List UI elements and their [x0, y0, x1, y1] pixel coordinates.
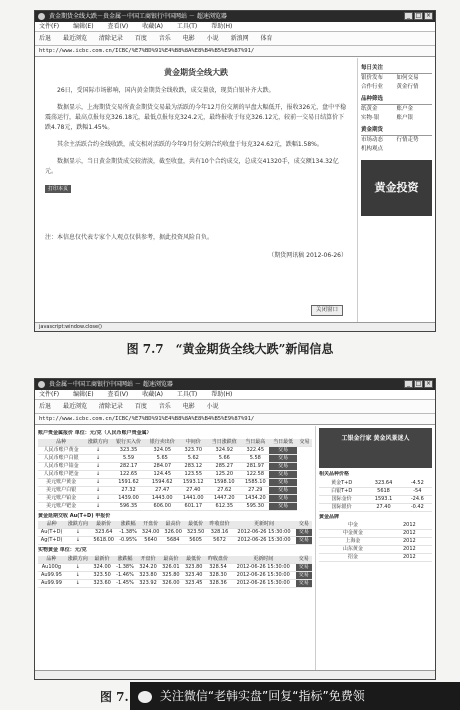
- section-heading-account: 账户贵金属报价 单位：元/克（人民币账户贵金属）: [38, 430, 152, 436]
- menu-edit[interactable]: 编辑(E): [73, 23, 94, 30]
- table-cell: 285.27: [207, 462, 241, 470]
- table-cell: 5672: [207, 537, 232, 545]
- table-cell: 2012: [387, 530, 432, 538]
- table-cell: 美元账户铂金: [38, 494, 84, 502]
- table-cell: ↓: [84, 486, 111, 494]
- table-row: [319, 538, 432, 546]
- table-row: [38, 454, 312, 462]
- table-cell: 2012: [387, 522, 432, 530]
- baidu-button[interactable]: 百度: [134, 35, 147, 42]
- table-cell: 1594.62: [145, 478, 179, 486]
- trade-button[interactable]: 交易: [269, 478, 296, 486]
- right-panel: [315, 426, 435, 670]
- maximize-icon[interactable]: □: [415, 380, 422, 387]
- table-cell: 323.40: [182, 571, 205, 579]
- table-row: [319, 522, 432, 530]
- table-cell: -24.6: [403, 495, 432, 503]
- menu-help[interactable]: 帮助(H): [211, 23, 233, 30]
- table-cell: 323.64: [364, 480, 402, 488]
- table-cell: 1593.12: [179, 478, 207, 486]
- table-cell: ↓: [84, 494, 111, 502]
- watermark-banner: [130, 682, 460, 710]
- menu-bar: [35, 390, 435, 400]
- address-bar[interactable]: http://www.icbc.com.cn/ICBC/%E7%BD%91%E4%B8%8A%E8%B4%B5%E9%87%91/: [35, 414, 435, 425]
- column-header: 最新价: [91, 521, 117, 529]
- column-header: 品种: [38, 439, 84, 447]
- table-cell: 5605: [184, 537, 206, 545]
- menu-file[interactable]: 文件(F): [39, 23, 60, 30]
- table-row: [38, 563, 312, 571]
- table-cell: 595.30: [241, 502, 269, 510]
- column-header: 品种: [38, 521, 65, 529]
- table-cell: ↓: [65, 537, 90, 545]
- close-window-button[interactable]: 关闭窗口: [311, 305, 343, 316]
- back-button[interactable]: 后退: [39, 35, 52, 42]
- table-cell: 328.30: [205, 571, 231, 579]
- sidebar: [357, 58, 435, 322]
- table-cell: 325.80: [159, 571, 182, 579]
- table-cell: 人民币账户铂金: [38, 462, 84, 470]
- news-paragraph-4: 数据显示，当日黄金期货成交较清淡，截至收盘，共有10个合约成交，总成交41320手，成交额134.32亿元。: [45, 158, 339, 175]
- table-cell: -0.42: [403, 503, 432, 511]
- table-cell: 27.32: [112, 486, 146, 494]
- table-cell: 27.40: [179, 486, 207, 494]
- table-row: [38, 502, 312, 510]
- sidebar-link[interactable]: 账户银: [396, 115, 414, 121]
- table-cell: 1447.20: [207, 494, 241, 502]
- table-cell: 596.35: [112, 502, 146, 510]
- table-cell: 323.50: [184, 529, 206, 537]
- table-cell: -1.46%: [113, 571, 136, 579]
- table-cell: 上海金: [319, 538, 387, 546]
- column-header: 中间价: [179, 439, 207, 447]
- gold-brand-heading: 黄金品牌: [319, 513, 340, 520]
- table-cell: 5.65: [145, 454, 179, 462]
- table-cell: 5.62: [179, 454, 207, 462]
- table-cell: 中金黄金: [319, 530, 387, 538]
- table-cell: 招金: [319, 554, 387, 562]
- news-title: 黄金期货全线大跌: [164, 68, 228, 77]
- table-cell: 324.20: [137, 563, 160, 571]
- section-heading-td: 黄金延期交收 Au(T+D) 申报价: [38, 512, 111, 519]
- column-header: 昨收盘价: [205, 556, 231, 564]
- status-bar: javascript:window.close(): [35, 322, 435, 331]
- table-cell: 5684: [162, 537, 184, 545]
- physical-price-table: [38, 556, 312, 588]
- table-cell: 黄金T+D: [319, 480, 364, 488]
- table-cell: 1434.20: [241, 494, 269, 502]
- table-cell: 324.00: [139, 529, 161, 537]
- table-cell: 328.16: [207, 529, 232, 537]
- trade-button[interactable]: 交易: [296, 579, 313, 587]
- table-cell: 1598.10: [207, 478, 241, 486]
- table-row: [38, 494, 312, 502]
- title-bar: [35, 11, 435, 22]
- browser-logo-icon: [38, 13, 45, 20]
- table-cell: 白银T+D: [319, 487, 364, 495]
- table-cell: 323.45: [182, 579, 205, 587]
- table-cell: ↓: [65, 579, 91, 587]
- trade-button[interactable]: 交易: [269, 494, 296, 502]
- column-header: 当日最低: [269, 439, 296, 447]
- news-paragraph-3: 其余主活跃合约全线收跌，成交相对活跃的今年9月份交割合约收盘于每克324.62元，跌幅1.58%。: [57, 141, 323, 148]
- table-cell: 283.12: [179, 462, 207, 470]
- menu-tools[interactable]: 工具(T): [176, 391, 198, 398]
- table-cell: 27.62: [207, 486, 241, 494]
- table-row: [38, 446, 312, 454]
- news-article: [35, 58, 357, 322]
- table-cell: 美元账户白银: [38, 486, 84, 494]
- sidebar-link[interactable]: 账户金: [396, 106, 414, 112]
- sidebar-link[interactable]: 银价发布: [361, 75, 384, 81]
- table-row: [319, 530, 432, 538]
- sidebar-link[interactable]: 合作行业: [361, 84, 384, 90]
- table-cell: 326.01: [159, 563, 182, 571]
- column-header: 更新时间: [232, 521, 296, 529]
- table-cell: 5.59: [112, 454, 146, 462]
- sidebar-link[interactable]: 实物·银: [361, 115, 380, 121]
- column-header: 涨跌方向: [65, 521, 90, 529]
- table-cell: ↓: [84, 454, 111, 462]
- table-cell: 601.17: [179, 502, 207, 510]
- window-title: 黄金期货全线大跌－贵金属－中国工商银行中国网站 － 超速浏览器: [49, 13, 227, 20]
- trade-button[interactable]: 交易: [269, 454, 296, 462]
- td-price-table: [38, 521, 312, 545]
- table-cell: 1441.00: [179, 494, 207, 502]
- table-cell: 323.64: [91, 529, 117, 537]
- table-cell: 122.58: [241, 470, 269, 478]
- menu-view[interactable]: 查看(V): [107, 391, 129, 398]
- page-content: [35, 58, 435, 322]
- movie-button[interactable]: 电影: [182, 403, 195, 410]
- table-cell: 国际银价: [319, 503, 364, 511]
- sidebar-link[interactable]: 行情走势: [396, 137, 419, 143]
- table-cell: 人民币账户黄金: [38, 446, 84, 454]
- account-price-table: [38, 439, 312, 511]
- news-paragraph-2: 数据显示，上海期货交易所黄金期货交易最为活跃的今年12月份交割的早盘大幅低开，报收326元，盘中平稳震荡运行，最高点报每克326.18元，最低点报每克324.2元，最终报收于每克326.12元，较前一交易日结算价下跌4.78元，跌幅1.45%。: [45, 104, 347, 131]
- table-cell: 124.45: [145, 470, 179, 478]
- table-cell: 323.35: [112, 446, 146, 454]
- column-header: 最新价: [91, 556, 114, 564]
- menu-favorites[interactable]: 收藏(A): [142, 391, 163, 398]
- table-cell: 612.35: [207, 502, 241, 510]
- back-button[interactable]: 后退: [39, 403, 52, 410]
- sidebar-heading-futures: 黄金期货: [361, 126, 432, 136]
- column-header: 银行买入价: [112, 439, 146, 447]
- sidebar-link[interactable]: 纸黄金: [361, 106, 378, 112]
- gold-brand-table: [319, 522, 432, 562]
- table-cell: -1.45%: [113, 579, 136, 587]
- table-row: [38, 462, 312, 470]
- status-bar: [35, 670, 435, 679]
- table-cell: ↓: [84, 478, 111, 486]
- column-header: 最低价: [182, 556, 205, 564]
- baidu-button[interactable]: 百度: [134, 403, 147, 410]
- recent-button[interactable]: 最近浏览: [62, 403, 87, 410]
- trade-button[interactable]: 交易: [269, 462, 296, 470]
- table-cell: -54: [403, 487, 432, 495]
- trade-button[interactable]: 交易: [296, 529, 312, 537]
- table-cell: 5.66: [207, 454, 241, 462]
- menu-file[interactable]: 文件(F): [39, 391, 60, 398]
- column-header: 最高价: [159, 556, 182, 564]
- table-cell: 122.65: [112, 470, 146, 478]
- music-button[interactable]: 音乐: [158, 35, 171, 42]
- table-cell: 2012: [387, 554, 432, 562]
- table-cell: 27.47: [145, 486, 179, 494]
- column-header: 当日最高: [241, 439, 269, 447]
- sina-button[interactable]: 新浪网: [230, 35, 249, 42]
- table-cell: ↓: [84, 446, 111, 454]
- sidebar-heading-daily: 每日关注: [361, 64, 432, 74]
- menu-edit[interactable]: 编辑(E): [73, 391, 94, 398]
- table-cell: ↓: [84, 462, 111, 470]
- price-tables: [35, 426, 315, 670]
- table-cell: 1591.62: [112, 478, 146, 486]
- trade-button[interactable]: 交易: [269, 446, 296, 454]
- disclaimer-note: 注：本信息仅代表专家个人观点仅供参考，据此投资风险自负。: [45, 234, 214, 241]
- print-button[interactable]: 打印本页: [45, 185, 71, 193]
- maximize-icon[interactable]: □: [415, 12, 422, 19]
- table-cell: 5640: [139, 537, 161, 545]
- table-cell: ↓: [84, 470, 111, 478]
- table-row: [319, 546, 432, 554]
- table-cell: 2012: [387, 538, 432, 546]
- column-header: 品种: [38, 556, 65, 564]
- table-cell: ↓: [65, 529, 90, 537]
- table-cell: 美元账户黄金: [38, 478, 84, 486]
- column-header: 最高价: [162, 521, 184, 529]
- table-cell: 326.00: [159, 579, 182, 587]
- figure-caption-2: 图 7.: [100, 690, 129, 704]
- table-cell: 1585.10: [241, 478, 269, 486]
- table-row: [319, 480, 432, 488]
- browser-window-prices: [34, 378, 436, 680]
- column-header: 交易: [297, 439, 312, 447]
- table-cell: 328.54: [205, 563, 231, 571]
- table-cell: 323.80: [182, 563, 205, 571]
- browser-logo-icon: [38, 381, 45, 388]
- trade-button[interactable]: 交易: [296, 563, 313, 571]
- page-content: [35, 426, 435, 670]
- novel-button[interactable]: 小说: [206, 403, 219, 410]
- sidebar-link[interactable]: 市场动态: [361, 137, 384, 143]
- table-cell: 328.36: [205, 579, 231, 587]
- close-icon[interactable]: ×: [425, 380, 432, 387]
- table-row: [319, 495, 432, 503]
- table-cell: 323.80: [137, 571, 160, 579]
- table-row: [38, 478, 312, 486]
- column-header: 开盘价: [139, 521, 161, 529]
- table-row: [319, 554, 432, 562]
- table-cell: 1593.1: [364, 495, 402, 503]
- table-cell: Au99.95: [38, 571, 65, 579]
- table-cell: 2012-06-26 15:30:00: [231, 571, 296, 579]
- table-cell: Ag(T+D): [38, 537, 65, 545]
- table-cell: 5618: [364, 487, 402, 495]
- table-cell: ↓: [84, 502, 111, 510]
- column-header: 交易: [296, 521, 312, 529]
- section-heading-physical: 实物黄金 单位：元/克: [38, 547, 87, 553]
- recent-button[interactable]: 最近浏览: [62, 35, 87, 42]
- table-cell: 27.29: [241, 486, 269, 494]
- trade-button[interactable]: 交易: [296, 571, 313, 579]
- menu-favorites[interactable]: 收藏(A): [142, 23, 163, 30]
- menu-tools[interactable]: 工具(T): [176, 23, 198, 30]
- sports-button[interactable]: 体育: [260, 35, 273, 42]
- table-row: [319, 503, 432, 511]
- novel-button[interactable]: 小说: [206, 35, 219, 42]
- wechat-icon: [138, 691, 152, 703]
- clear-history-button[interactable]: 清除记录: [98, 35, 123, 42]
- gold-investment-ad[interactable]: 黄金投资: [361, 160, 432, 216]
- sidebar-link[interactable]: 机构观点: [361, 146, 384, 152]
- table-cell: 125.20: [207, 470, 241, 478]
- trade-button[interactable]: 交易: [269, 470, 296, 478]
- table-row: [38, 529, 312, 537]
- sidebar-link[interactable]: 如何交易: [396, 75, 419, 81]
- table-cell: 282.17: [112, 462, 146, 470]
- menu-bar: [35, 22, 435, 32]
- table-cell: 284.07: [145, 462, 179, 470]
- table-cell: 606.00: [145, 502, 179, 510]
- table-cell: -1.38%: [113, 563, 136, 571]
- column-header: 涨跌幅: [117, 521, 140, 529]
- related-prices-table: [319, 480, 432, 512]
- table-cell: 323.50: [91, 571, 114, 579]
- column-header: 当日涨跌值: [207, 439, 241, 447]
- promo-banner[interactable]: 工银金行家 黄金风景迷人: [319, 428, 432, 468]
- trade-button[interactable]: 交易: [269, 486, 296, 494]
- table-cell: 323.60: [91, 579, 114, 587]
- table-cell: 1439.00: [112, 494, 146, 502]
- related-prices-heading: 相关品种价格: [319, 471, 350, 477]
- column-header: 开盘价: [137, 556, 160, 564]
- table-cell: 322.45: [241, 446, 269, 454]
- sidebar-heading-products: 品种筛选: [361, 95, 432, 105]
- menu-help[interactable]: 帮助(H): [211, 391, 233, 398]
- table-cell: 2012: [387, 546, 432, 554]
- table-cell: 2012-06-26 15:30:00: [231, 563, 296, 571]
- column-header: 涨跌方向: [84, 439, 111, 447]
- column-header: 昨收盘价: [207, 521, 232, 529]
- table-cell: 27.40: [364, 503, 402, 511]
- table-row: [38, 571, 312, 579]
- window-title: 贵金属－中国工商银行中国网站 － 超速浏览器: [49, 381, 173, 388]
- column-header: 涨跌幅: [113, 556, 136, 564]
- table-cell: 2012-06-26 15:30:00: [232, 537, 296, 545]
- column-header: 交易: [296, 556, 313, 564]
- table-cell: 323.92: [137, 579, 160, 587]
- news-source: （期货网讯稿 2012-06-26）: [268, 252, 347, 259]
- table-cell: 281.97: [241, 462, 269, 470]
- table-cell: 山东黄金: [319, 546, 387, 554]
- column-header: 更新时间: [231, 556, 296, 564]
- table-cell: Au100g: [38, 563, 65, 571]
- table-cell: ↓: [65, 563, 91, 571]
- table-cell: 2012-06-26 15:30:00: [232, 529, 296, 537]
- table-cell: 人民币账户白银: [38, 454, 84, 462]
- table-cell: 123.55: [179, 470, 207, 478]
- title-bar: [35, 379, 435, 390]
- table-cell: 美元账户钯金: [38, 502, 84, 510]
- column-header: 银行卖出价: [145, 439, 179, 447]
- table-cell: 324.05: [145, 446, 179, 454]
- table-cell: 5618.00: [91, 537, 117, 545]
- clear-history-button[interactable]: 清除记录: [98, 403, 123, 410]
- table-cell: -4.52: [403, 480, 432, 488]
- table-cell: Au99.99: [38, 579, 65, 587]
- music-button[interactable]: 音乐: [158, 403, 171, 410]
- table-row: [38, 537, 312, 545]
- table-cell: 2012-06-26 15:30:00: [231, 579, 296, 587]
- movie-button[interactable]: 电影: [182, 35, 195, 42]
- browser-window-news: [34, 10, 436, 332]
- table-cell: 326.00: [162, 529, 184, 537]
- minimize-icon[interactable]: _: [404, 12, 413, 20]
- toolbar: [35, 400, 435, 414]
- toolbar: [35, 32, 435, 46]
- sidebar-link[interactable]: 黄金行情: [396, 84, 419, 90]
- column-header: 最低价: [184, 521, 206, 529]
- trade-button[interactable]: 交易: [269, 502, 296, 510]
- table-cell: -0.95%: [117, 537, 140, 545]
- table-cell: 人民币账户钯金: [38, 470, 84, 478]
- table-cell: 中金: [319, 522, 387, 530]
- table-cell: 国际金价: [319, 495, 364, 503]
- table-cell: ↓: [65, 571, 91, 579]
- menu-view[interactable]: 查看(V): [107, 23, 129, 30]
- minimize-icon[interactable]: _: [404, 380, 413, 388]
- table-row: [38, 579, 312, 587]
- table-cell: 5.58: [241, 454, 269, 462]
- address-bar[interactable]: http://www.icbc.com.cn/ICBC/%E7%BD%91%E4%B8%8A%E8%B4%B5%E9%87%91/: [35, 46, 435, 57]
- close-icon[interactable]: ×: [425, 12, 432, 19]
- figure-caption-1: 图 7.7 “黄金期货全线大跌”新闻信息: [126, 342, 334, 356]
- column-header: 涨跌方向: [65, 556, 91, 564]
- table-cell: -1.38%: [117, 529, 140, 537]
- table-cell: 324.92: [207, 446, 241, 454]
- table-row: [38, 470, 312, 478]
- table-cell: 1443.00: [145, 494, 179, 502]
- table-row: [38, 486, 312, 494]
- table-cell: Au(T+D): [38, 529, 65, 537]
- news-paragraph-1: 26日，受国际市场影响，国内黄金期货全线收跌，成交量放，现货白银补齐大跌。: [57, 87, 275, 94]
- trade-button[interactable]: 交易: [296, 537, 312, 545]
- watermark-text: 关注微信“老韩实盘”回复“指标”免费领: [159, 689, 365, 703]
- table-cell: 324.00: [91, 563, 114, 571]
- table-cell: 323.70: [179, 446, 207, 454]
- table-row: [319, 487, 432, 495]
